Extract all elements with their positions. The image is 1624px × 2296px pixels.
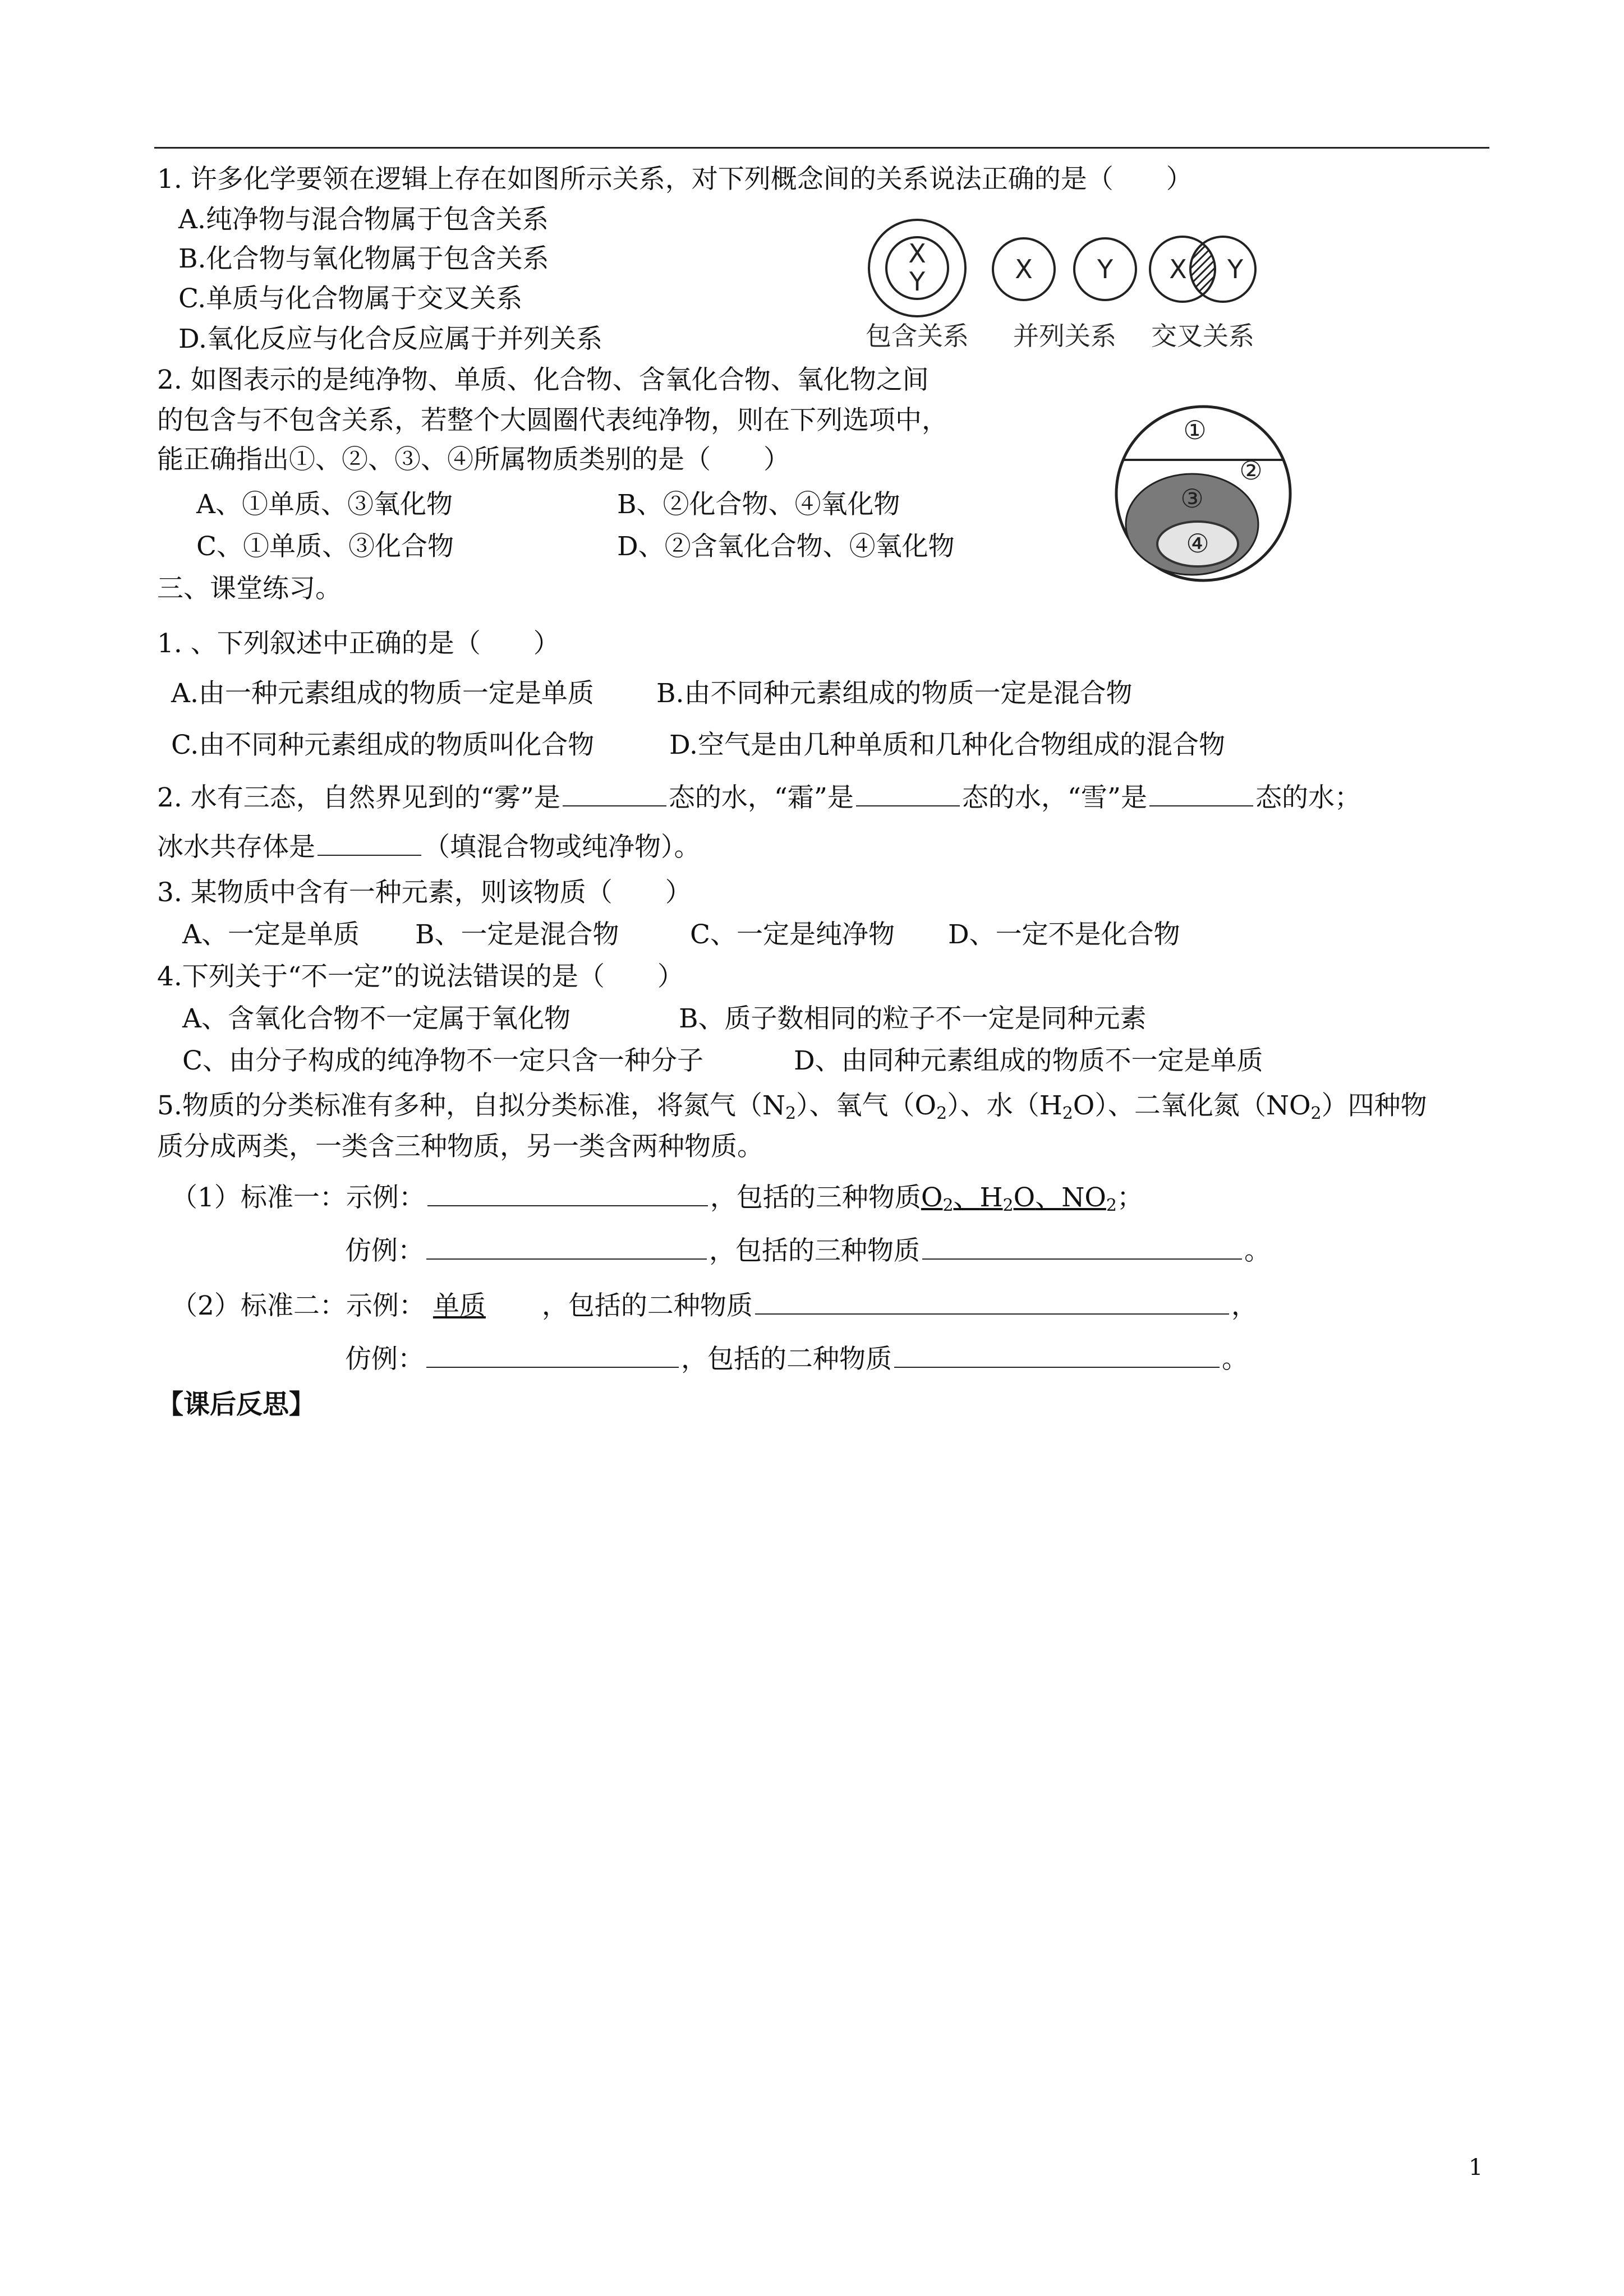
- snow-state-blank[interactable]: [1149, 781, 1253, 806]
- e5-standard-2: （2）标准二：示例： 单质 ，包括的二种物质 ，: [171, 1289, 1258, 1323]
- fog-state-blank[interactable]: [563, 781, 666, 806]
- q2-classification-diagram: [1099, 401, 1313, 586]
- frost-state-blank[interactable]: [856, 781, 960, 806]
- e4-option-b: B、质子数相同的粒子不一定是同种元素: [679, 1003, 1147, 1034]
- e1-option-b: B.由不同种元素组成的物质一定是混合物: [656, 678, 1133, 709]
- e5-standard-1-imitation: 仿例： ，包括的三种物质 。: [345, 1234, 1271, 1268]
- e1-option-a: A.由一种元素组成的物质一定是单质: [171, 678, 594, 709]
- intersection-y-label: Y: [1227, 254, 1244, 284]
- e5-standard-2-imitation: 仿例： ，包括的二种物质 。: [345, 1342, 1248, 1376]
- e4-option-a: A、含氧化合物不一定属于氧化物: [182, 1003, 571, 1034]
- q1-option-d: D.氧化反应与化合反应属于并列关系: [178, 324, 602, 354]
- standard-1-imitation-substances-blank[interactable]: [922, 1234, 1242, 1260]
- page-number: 1: [1469, 2155, 1483, 2180]
- e1-option-c: C.由不同种元素组成的物质叫化合物: [171, 730, 595, 760]
- e3-option-a: A、一定是单质: [182, 919, 360, 950]
- standard-2-substances-blank[interactable]: [755, 1289, 1229, 1315]
- caption-containment: 包含关系: [866, 321, 969, 351]
- standard-1-imitation-blank[interactable]: [426, 1234, 707, 1260]
- q2-stem-line-3: 能正确指出①、②、③、④所属物质类别的是（ ）: [157, 444, 790, 475]
- q2-stem-line-2: 的包含与不包含关系，若整个大圆圈代表纯净物，则在下列选项中，: [157, 405, 948, 436]
- parallel-diagram: [993, 238, 1136, 300]
- q2-option-d: D、②含氧化合物、④氧化物: [617, 531, 955, 562]
- header-rule: [154, 147, 1489, 149]
- q1-relation-diagram: [864, 213, 1301, 359]
- standard-2-example-answer: 单质: [433, 1290, 486, 1321]
- containment-diagram: [869, 220, 965, 316]
- e4-stem: 4.下列关于“不一定”的说法错误的是（ ）: [157, 961, 684, 992]
- e3-option-d: D、一定不是化合物: [948, 919, 1180, 950]
- parallel-y-label: Y: [1097, 254, 1114, 284]
- parallel-x-label: X: [1015, 254, 1033, 284]
- e1-option-d: D.空气是由几种单质和几种化合物组成的混合物: [669, 730, 1225, 760]
- e5-standard-1: （1）标准一：示例： ，包括的三种物质$O_2$、$H_2O$、$NO_2$；: [171, 1181, 1143, 1215]
- e5-line-2: 质分成两类，一类含三种物质，另一类含两种物质。: [157, 1131, 763, 1162]
- e3-option-b: B、一定是混合物: [415, 919, 619, 950]
- q1-option-c: C.单质与化合物属于交叉关系: [178, 283, 523, 314]
- q2-stem-line-1: 2. 如图表示的是纯净物、单质、化合物、含氧化合物、氧化物之间: [157, 365, 929, 395]
- region-4-label: ④: [1186, 528, 1209, 559]
- ice-water-blank[interactable]: [318, 830, 421, 856]
- reflection-title: 【课后反思】: [157, 1389, 315, 1420]
- q1-stem: 1. 许多化学要领在逻辑上存在如图所示关系，对下列概念间的关系说法正确的是（ ）: [157, 164, 1193, 195]
- intersection-diagram: [1150, 237, 1255, 302]
- intersection-x-label: X: [1169, 254, 1187, 284]
- caption-intersection: 交叉关系: [1151, 321, 1254, 351]
- e3-stem: 3. 某物质中含有一种元素，则该物质（ ）: [157, 877, 692, 908]
- q1-option-a: A.纯净物与混合物属于包含关系: [178, 204, 549, 235]
- containment-x-label: X: [908, 238, 926, 269]
- e3-option-c: C、一定是纯净物: [690, 919, 895, 950]
- standard-1-substances: $O_2$、$H_2O$、$NO_2$: [921, 1182, 1117, 1215]
- standard-2-imitation-blank[interactable]: [426, 1342, 679, 1368]
- q2-option-c: C、①单质、③化合物: [196, 531, 454, 562]
- e4-option-d: D、由同种元素组成的物质不一定是单质: [794, 1045, 1263, 1076]
- q2-option-a: A、①单质、③氧化物: [196, 489, 453, 520]
- region-2-label: ②: [1239, 455, 1263, 486]
- e5-line-1: 5.物质的分类标准有多种，自拟分类标准，将氮气$(N_2)$、氧气$(O_2)$、水$(H_2O)$、二氧化氮$(NO_2)$四种物: [157, 1090, 1427, 1123]
- region-3-label: ③: [1180, 483, 1204, 514]
- standard-2-imitation-substances-blank[interactable]: [894, 1342, 1220, 1368]
- region-1-label: ①: [1183, 415, 1207, 445]
- e4-option-c: C、由分子构成的纯净物不一定只含一种分子: [182, 1045, 703, 1076]
- containment-y-label: Y: [909, 266, 926, 297]
- e2-line-1: 2. 水有三态，自然界见到的“雾”是 态的水，“霜”是 态的水，“雪”是 态的水；: [157, 781, 1361, 815]
- e2-line-2: 冰水共存体是 （填混合物或纯净物）。: [157, 830, 701, 864]
- q2-option-b: B、②化合物、④氧化物: [617, 489, 900, 520]
- caption-parallel: 并列关系: [1013, 321, 1116, 351]
- standard-1-example-blank[interactable]: [427, 1181, 708, 1206]
- e1-stem: 1. 、下列叙述中正确的是（ ）: [157, 628, 560, 659]
- q1-option-b: B.化合物与氧化物属于包含关系: [178, 243, 549, 274]
- section-title: 三、课堂练习。: [157, 573, 342, 604]
